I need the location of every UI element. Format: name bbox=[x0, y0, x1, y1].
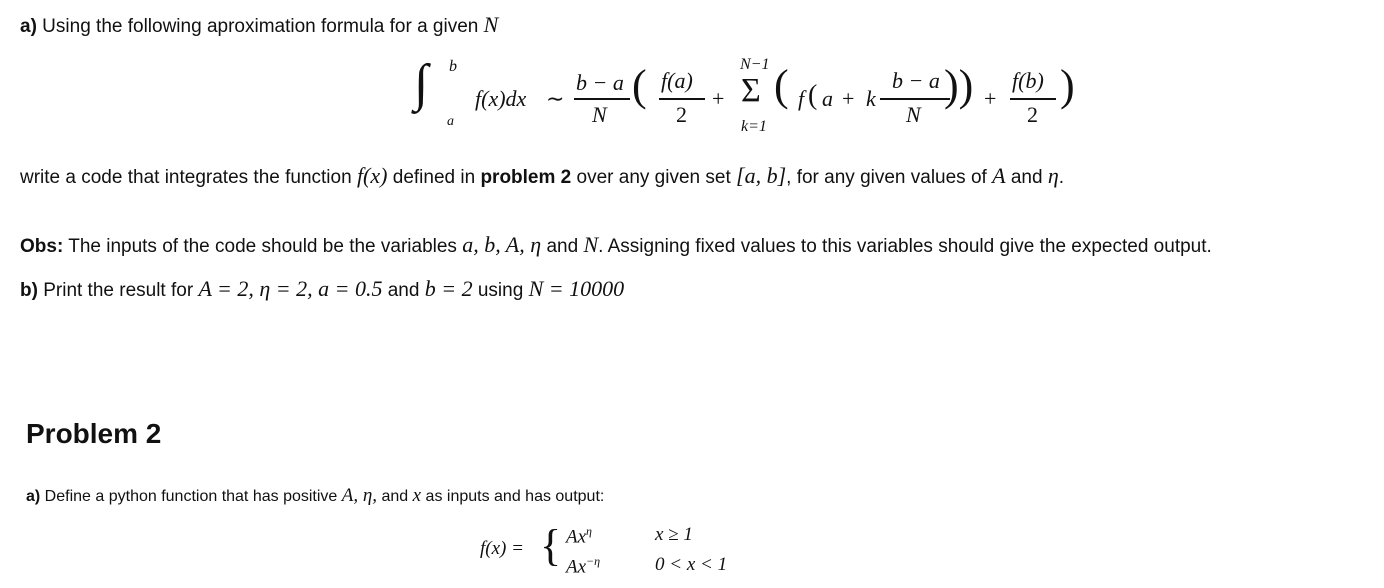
part-b-text-1: Print the result for bbox=[37, 280, 199, 301]
frac2-numerator: b − a bbox=[892, 68, 940, 93]
part-b-line bbox=[20, 276, 624, 302]
task-text-6: . bbox=[1058, 167, 1065, 188]
case-2-cond: 0 < x < 1 bbox=[655, 554, 728, 575]
problem-2-a-text-2: and bbox=[377, 488, 413, 505]
part-a-intro-text: Using the following aproximation formula for a given bbox=[36, 16, 484, 37]
task-text-4: , for any given values of bbox=[786, 167, 993, 188]
part-a-intro-var: N bbox=[483, 12, 499, 37]
fa-denominator: 2 bbox=[676, 102, 687, 127]
right-paren: ) bbox=[1060, 61, 1075, 110]
task-text-2: defined in bbox=[387, 167, 481, 188]
frac1-bar bbox=[574, 98, 630, 100]
problem-2-a-text-3: as inputs and has output: bbox=[421, 488, 605, 505]
plus-1: + bbox=[712, 86, 725, 111]
problem-2-part-a bbox=[26, 485, 604, 507]
obs-text-2: and bbox=[541, 236, 584, 257]
task-text-5: and bbox=[1005, 167, 1048, 188]
part-a-label: a) bbox=[20, 16, 37, 37]
obs-text-1: The inputs of the code should be the variables bbox=[63, 236, 463, 257]
part-b-text-3: using bbox=[472, 280, 529, 301]
fb-numerator: f(b) bbox=[1012, 68, 1044, 93]
inner-paren-open: ( bbox=[808, 80, 818, 111]
frac2-bar bbox=[880, 98, 950, 100]
task-var-eta: η bbox=[1047, 163, 1059, 188]
frac2-denominator: N bbox=[906, 102, 921, 127]
task-set: [a, b] bbox=[736, 163, 787, 188]
task-text-3: over any given set bbox=[571, 167, 737, 188]
obs-text-3: . Assigning fixed values to this variables should give the expected output. bbox=[598, 236, 1212, 257]
frac1-numerator: b − a bbox=[576, 70, 624, 95]
case-2-expr: $Ax^{-\eta}$ bbox=[566, 554, 601, 578]
task-text-1: write a code that integrates the function bbox=[20, 167, 357, 188]
case-1-cond: x ≥ 1 bbox=[655, 524, 693, 545]
plus-2: + bbox=[984, 86, 997, 111]
integral-lower-limit: a bbox=[447, 114, 454, 129]
left-paren: ( bbox=[632, 61, 647, 110]
sigma: Σ bbox=[741, 72, 761, 109]
task-fx: f(x) bbox=[356, 163, 388, 188]
piecewise-function bbox=[0, 518, 1384, 588]
part-a-intro bbox=[20, 12, 498, 38]
part-b-expr-3: N = 10000 bbox=[528, 276, 625, 301]
integrand: f(x)dx bbox=[475, 86, 527, 111]
inner-open: ( bbox=[774, 61, 789, 110]
problem-2-a-x: x bbox=[412, 485, 422, 506]
fb-denominator: 2 bbox=[1027, 102, 1038, 127]
part-a-task bbox=[20, 163, 1064, 189]
fa-numerator: f(a) bbox=[661, 68, 693, 93]
case-1-expr: $Ax^\eta$ bbox=[566, 524, 592, 548]
fb-bar bbox=[1010, 98, 1056, 100]
approx-symbol: ∼ bbox=[546, 86, 565, 111]
problem-2-a-text-1: Define a python function that has positive bbox=[40, 488, 342, 505]
part-b-expr-2: b = 2 bbox=[424, 276, 473, 301]
problem-2-title: Problem 2 bbox=[26, 418, 162, 449]
inner-plus: + bbox=[842, 86, 855, 111]
part-b-expr-1: A = 2, η = 2, a = 0.5 bbox=[198, 276, 383, 301]
inner-f: f bbox=[798, 86, 805, 111]
obs-var-N: N bbox=[583, 232, 599, 257]
frac1-denominator: N bbox=[592, 102, 607, 127]
obs-label: Obs: bbox=[20, 236, 64, 257]
part-b-label: b) bbox=[20, 280, 38, 301]
integral-sign: ∫ bbox=[414, 55, 429, 112]
obs-line bbox=[20, 232, 1212, 258]
piecewise-brace: { bbox=[540, 521, 562, 570]
sum-upper: N−1 bbox=[740, 56, 770, 73]
inner-k: k bbox=[866, 86, 876, 111]
sum-lower: k=1 bbox=[741, 118, 767, 135]
fa-bar bbox=[659, 98, 705, 100]
problem-2-a-label: a) bbox=[26, 488, 41, 505]
approximation-formula bbox=[0, 50, 1384, 140]
obs-vars: a, b, A, η bbox=[462, 232, 542, 257]
integral-upper-limit: b bbox=[449, 58, 457, 75]
inner-a: a bbox=[822, 86, 833, 111]
inner-close: )) bbox=[944, 61, 974, 110]
problem-2-a-vars: A, η, bbox=[341, 485, 378, 506]
task-problem-ref: problem 2 bbox=[480, 167, 572, 188]
task-var-A: A bbox=[992, 163, 1006, 188]
part-b-text-2: and bbox=[382, 280, 425, 301]
piecewise-lhs: f(x) = bbox=[480, 538, 524, 559]
